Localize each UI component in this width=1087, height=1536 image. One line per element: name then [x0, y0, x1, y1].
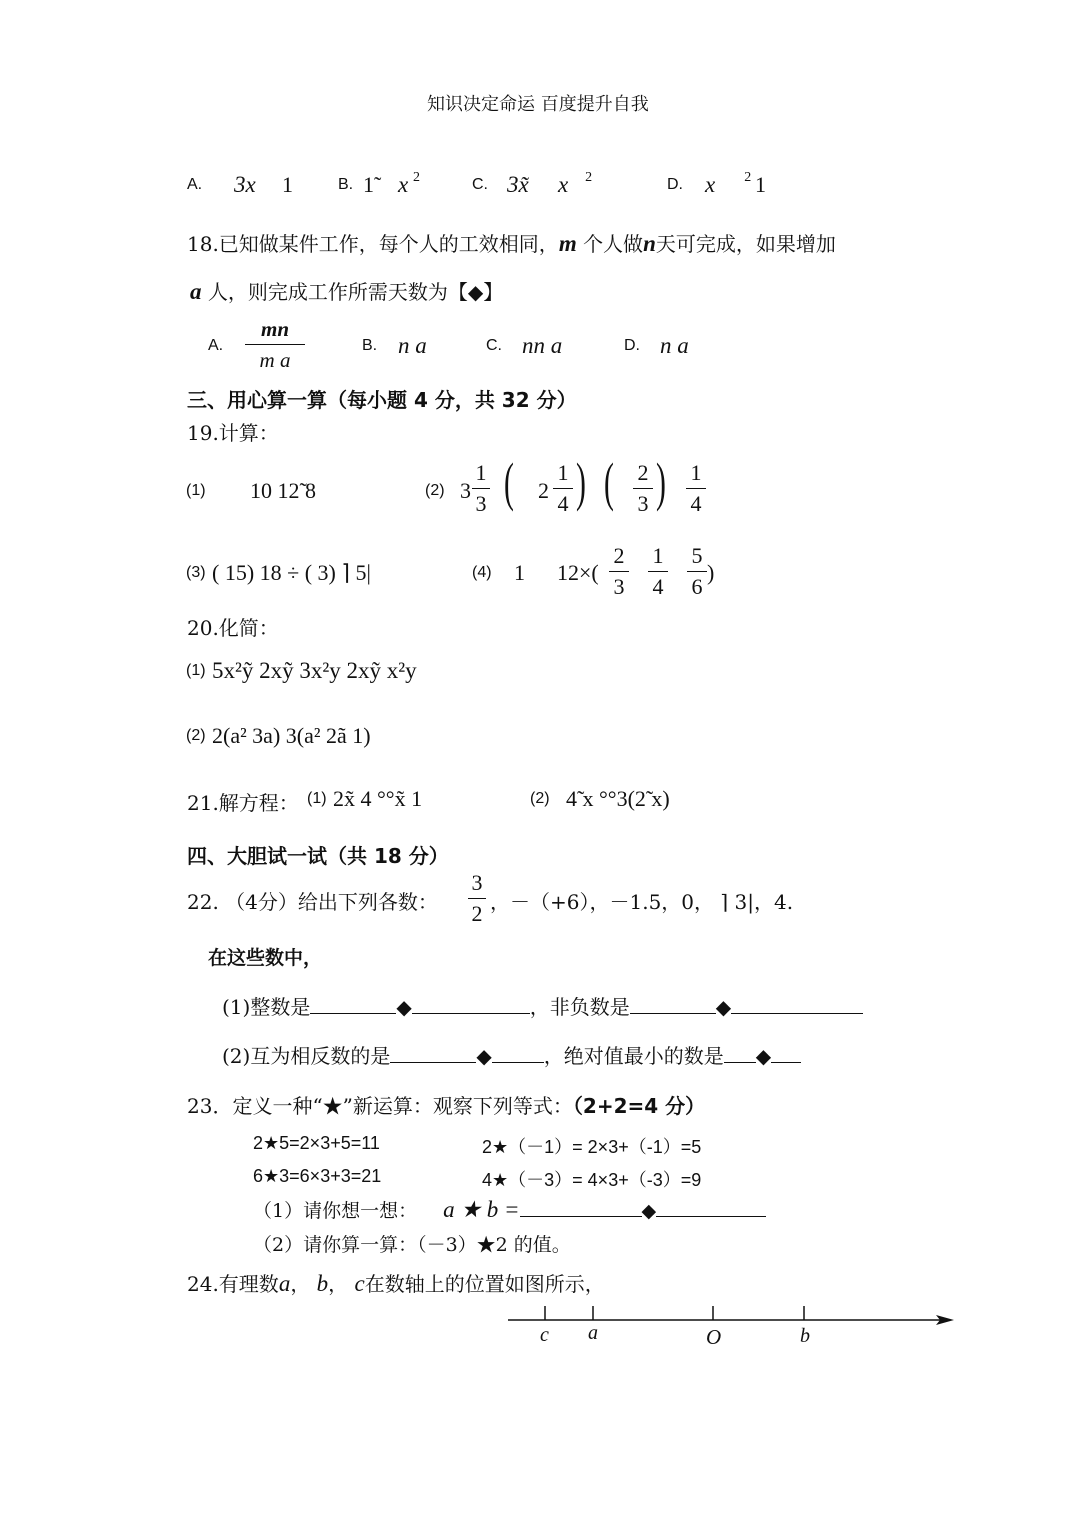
- fraction-denominator: 3: [613, 574, 625, 599]
- q23-example-3: 6★3=6×3+3=21: [253, 1166, 382, 1186]
- q19-part1-label: (1): [186, 482, 206, 499]
- fraction-denominator: 3: [475, 491, 487, 516]
- q18-option-d-label: D.: [624, 337, 640, 354]
- fraction-bar: [245, 344, 305, 345]
- q24-text-2: 在数轴上的位置如图所示，: [364, 1272, 605, 1296]
- answer-blank[interactable]: [656, 1196, 766, 1217]
- q17-option-d-label: D.: [667, 176, 683, 193]
- fraction-numerator: 2: [637, 460, 649, 485]
- q22-part2-label-2: ，绝对值最小的数是: [543, 1044, 724, 1068]
- q19-part2-whole: 3: [460, 478, 471, 503]
- fraction-bar: [648, 571, 668, 572]
- fraction-numerator: 3: [471, 870, 483, 895]
- q19-part4-mid: 12×(: [557, 560, 599, 585]
- q22-part1: [222, 991, 863, 1020]
- q17-option-b-expr: x: [398, 172, 409, 197]
- q20-part1-label: (1): [186, 662, 206, 679]
- q22-part2-label: (2)互为相反数的是: [222, 1044, 391, 1068]
- q19-part2-fraction-1: [472, 460, 490, 517]
- q19-part2-fraction-2: [553, 460, 573, 517]
- q17-option-b-label: B.: [338, 176, 354, 193]
- q23-part2: （2）请你算一算：（－3）★2 的值。: [253, 1234, 571, 1256]
- q18-option-c-label: C.: [486, 337, 502, 354]
- diamond-icon: ◆: [641, 1200, 657, 1222]
- q22-intro: 在这些数中，: [208, 947, 323, 969]
- q19-part4-close: ): [707, 560, 715, 585]
- q18-option-a-denominator: m a: [259, 348, 291, 372]
- q18-text-1: 18.已知做某件工作，每个人的工效相同，: [187, 232, 559, 256]
- q17-option-b-exponent: 2: [413, 170, 420, 185]
- fraction-numerator: 1: [557, 460, 569, 485]
- q17-option-a-label: A.: [187, 176, 203, 193]
- section-4-heading: 四、大胆试一试（共 18 分）: [187, 844, 449, 868]
- fraction-denominator: 3: [637, 491, 649, 516]
- fraction-denominator: 4: [652, 574, 664, 599]
- q19-part3-expr: ( 15) 18 ÷ ( 3) ⌉ 5|: [212, 560, 371, 585]
- right-paren: ): [656, 452, 666, 512]
- fraction-denominator: 6: [691, 574, 703, 599]
- number-line: [500, 1296, 962, 1356]
- q17-option-a-expr: 3x: [234, 172, 256, 197]
- q21-part2-expr: 4̃ x °°3(2̃ x): [566, 786, 670, 811]
- number-line-label-b: b: [800, 1325, 810, 1347]
- q18-option-c-expr: nn a: [522, 333, 563, 358]
- fraction-bar: [686, 488, 706, 489]
- fraction-bar: [472, 488, 490, 489]
- answer-blank[interactable]: [771, 1042, 801, 1063]
- q24-var-b: b: [316, 1271, 329, 1296]
- q21-part1-label: (1): [307, 790, 327, 807]
- q19-part2-whole-2: 2: [538, 478, 549, 503]
- q17-option-c-exponent: 2: [585, 170, 593, 185]
- fraction-bar: [468, 898, 486, 899]
- diamond-icon: ◆: [476, 1044, 492, 1068]
- q21-part2-label: (2): [530, 790, 550, 807]
- diamond-icon: ◆: [715, 995, 732, 1019]
- q18-question-line2: [190, 276, 503, 305]
- q22-number-list: ，－（+6），－1.5，0， ⌉ 3|，4.: [490, 890, 794, 914]
- section-3-heading: 三、用心算一算（每小题 4 分，共 32 分）: [187, 388, 577, 412]
- answer-blank[interactable]: [724, 1042, 756, 1063]
- fraction-denominator: 2: [471, 901, 483, 926]
- answer-blank[interactable]: [310, 993, 396, 1014]
- answer-blank[interactable]: [630, 993, 716, 1014]
- left-paren: (: [504, 452, 514, 512]
- q17-option-c-expr: 3x̃: [507, 172, 529, 197]
- q17-option-d-tail: 1: [755, 172, 766, 197]
- q22-part2: [222, 1040, 801, 1069]
- q17-option-d-exponent: 2: [744, 170, 752, 185]
- q19-part4-fraction-3: [687, 543, 707, 600]
- q20-title: 20.化简：: [187, 616, 279, 640]
- q17-option-c-tail: x: [558, 172, 569, 197]
- q22-fraction: [468, 870, 486, 927]
- q18-question: [187, 228, 836, 257]
- q22-lead: 22. （4分）给出下列各数：: [187, 890, 438, 914]
- q19-part4-fraction-1: [609, 543, 629, 600]
- q19-title: 19.计算：: [187, 421, 279, 445]
- q23-part1-expr: a ★ b =: [443, 1197, 520, 1222]
- answer-blank[interactable]: [412, 993, 530, 1014]
- fraction-denominator: 4: [690, 491, 702, 516]
- q23-score: （2+2=4 分）: [572, 1094, 706, 1118]
- q24-separator: ，: [328, 1272, 349, 1296]
- number-line-label-c: c: [540, 1324, 549, 1346]
- q18-text-3: 天可完成，如果增加: [655, 232, 836, 256]
- fraction-numerator: 1: [690, 460, 702, 485]
- fraction-bar: [553, 488, 573, 489]
- answer-blank[interactable]: [731, 993, 863, 1014]
- q18-var-n: n: [643, 231, 656, 256]
- right-paren: ): [576, 452, 586, 512]
- q24-var-a: a: [278, 1271, 291, 1296]
- q17-option-b-tilde: 1̃: [363, 172, 374, 197]
- q23-lead: [187, 1090, 705, 1119]
- fraction-numerator: 5: [691, 543, 703, 568]
- fraction-numerator: 1: [475, 460, 487, 485]
- q23-part1: [253, 1196, 766, 1223]
- diamond-icon: ◆: [755, 1044, 772, 1068]
- q20-part1-expr: 5x²ỹ 2xỹ 3x²y 2xỹ x²y: [212, 658, 417, 683]
- q24-question: [187, 1268, 605, 1297]
- q19-part2-fraction-4: [686, 460, 706, 517]
- q18-option-b-expr: n a: [398, 333, 427, 358]
- fraction-bar: [633, 488, 653, 489]
- q17-option-d-expr: x: [705, 172, 716, 197]
- q23-example-2: 2★（－1）= 2×3+（-1）=5: [482, 1137, 702, 1157]
- q18-option-a-label: A.: [208, 337, 224, 354]
- q22-part1-label: (1)整数是: [222, 995, 311, 1019]
- q19-part1-expr: 10 12̃ 8: [250, 478, 316, 503]
- q18-option-a-fraction: [245, 316, 305, 373]
- q18-text-2: 个人做: [583, 232, 644, 256]
- q23-example-4: 4★（－3）= 4×3+（-3）=9: [482, 1170, 702, 1190]
- q19-part3-label: (3): [186, 564, 206, 581]
- q18-option-b-label: B.: [362, 337, 378, 354]
- answer-blank[interactable]: [390, 1042, 476, 1063]
- q18-option-a-numerator: mn: [260, 317, 289, 341]
- q19-part2-fraction-3: [633, 460, 653, 517]
- number-line-label-o: O: [706, 1325, 722, 1349]
- page-header: 知识决定命运 百度提升自我: [427, 94, 649, 115]
- q23-lead-text: 23．定义一种“★”新运算：观察下列等式：: [187, 1094, 573, 1118]
- q24-var-c: c: [354, 1271, 365, 1296]
- fraction-bar: [687, 571, 707, 572]
- diamond-icon: ◆: [396, 995, 412, 1019]
- q17-option-a-tail: 1: [282, 172, 293, 197]
- answer-blank[interactable]: [492, 1042, 544, 1063]
- q18-var-m: m: [558, 231, 577, 256]
- q24-separator: ，: [290, 1272, 311, 1296]
- q18-option-d-expr: n a: [660, 333, 689, 358]
- q19-part4-label: (4): [472, 564, 492, 581]
- q21-title: 21.解方程：: [187, 791, 299, 815]
- fraction-denominator: 4: [557, 491, 569, 516]
- q20-part2-expr: 2(a² 3a) 3(a² 2ã 1): [212, 723, 371, 748]
- left-paren: (: [604, 452, 614, 512]
- q23-example-1: 2★5=2×3+5=11: [253, 1133, 380, 1153]
- q21-part1-expr: 2x̃ 4 °°x̃ 1: [333, 786, 423, 811]
- q18-var-a: a: [190, 279, 202, 304]
- fraction-numerator: 1: [652, 543, 664, 568]
- fraction-bar: [609, 571, 629, 572]
- q24-text-1: 24.有理数: [187, 1272, 279, 1296]
- answer-blank[interactable]: [520, 1196, 642, 1217]
- q19-part4-fraction-2: [648, 543, 668, 600]
- q18-text-4: 人，则完成工作所需天数为【◆】: [207, 280, 504, 304]
- q20-part2-label: (2): [186, 727, 206, 744]
- q19-part2-label: (2): [425, 482, 445, 499]
- number-line-label-a: a: [588, 1322, 598, 1344]
- q17-option-c-label: C.: [472, 176, 488, 193]
- q23-part1-label: （1）请你想一想：: [253, 1200, 418, 1222]
- q19-part4-expr: 1: [514, 560, 525, 585]
- fraction-numerator: 2: [613, 543, 625, 568]
- q22-part1-label-2: ，非负数是: [529, 995, 630, 1019]
